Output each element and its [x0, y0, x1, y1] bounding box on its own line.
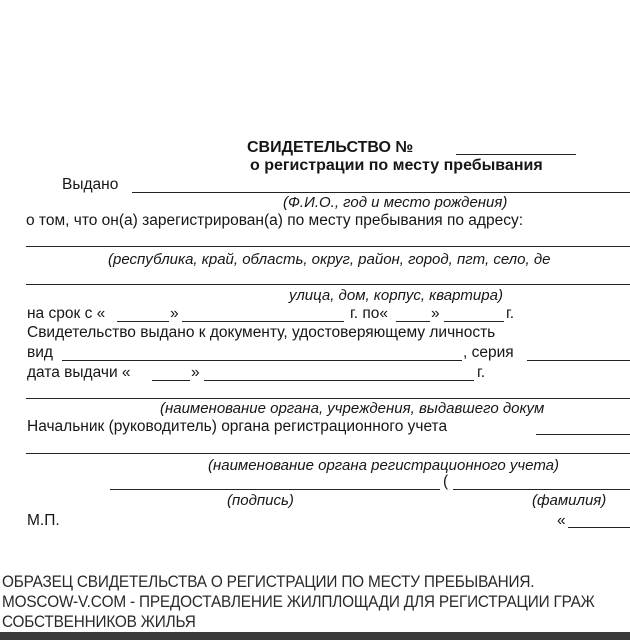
chief-label: Начальник (руководитель) органа регистрационного учета	[27, 418, 448, 435]
term-to-month-line	[444, 321, 504, 322]
caption-line-1: ОБРАЗЕЦ СВИДЕТЕЛЬСТВА О РЕГИСТРАЦИИ ПО МЕСТУ ПРЕБЫВАНИЯ.	[2, 573, 535, 591]
kind-label: вид	[27, 344, 53, 361]
bottom-strip	[0, 632, 630, 640]
caption-line-2: MOSCOW-V.COM - ПРЕДОСТАВЛЕНИЕ ЖИЛПЛОЩАДИ ДЛЯ РЕГИСТРАЦИИ ГРАЖ	[2, 593, 595, 611]
certificate-title: СВИДЕТЕЛЬСТВО №	[247, 139, 414, 156]
street-hint: улица, дом, корпус, квартира)	[289, 287, 503, 304]
certificate-number-line	[456, 154, 576, 155]
reg-org-hint: (наименование органа регистрационного учета)	[208, 457, 560, 474]
term-from-label: на срок с «	[27, 305, 106, 322]
issuing-org-hint: (наименование органа, учреждения, выдавшего докум	[160, 400, 545, 417]
term-from-day-line	[117, 321, 169, 322]
signature-hint: (подпись)	[227, 492, 294, 509]
date-quote: «	[557, 512, 566, 529]
surname-hint: (фамилия)	[532, 492, 607, 509]
issue-month-line	[204, 380, 474, 381]
fio-hint: (Ф.И.О., год и место рождения)	[283, 194, 508, 211]
issued-to-line	[132, 192, 630, 193]
surname-paren-open: (	[443, 473, 449, 490]
series-line	[527, 360, 630, 361]
caption-footer	[0, 573, 630, 640]
term-to-quote-close: »	[431, 305, 440, 322]
term-from-quote-close: »	[170, 305, 179, 322]
reg-org-line	[26, 453, 630, 454]
region-hint: (республика, край, область, округ, район, город, пгт, село, де	[108, 251, 551, 268]
term-from-month-line	[182, 321, 344, 322]
issue-day-line	[152, 380, 190, 381]
signature-line	[110, 489, 440, 490]
chief-line	[536, 434, 630, 435]
registered-text: о том, что он(а) зарегистрирован(а) по месту пребывания по адресу:	[26, 212, 524, 229]
issue-year: г.	[477, 364, 486, 381]
term-year-end: г.	[506, 305, 515, 322]
issued-to-label: Выдано	[62, 176, 119, 193]
series-label: , серия	[463, 344, 514, 361]
issued-doc-text: Свидетельство выдано к документу, удостоверяющему личность	[27, 324, 496, 341]
issue-date-label: дата выдачи «	[27, 364, 131, 381]
address-line-2	[26, 284, 630, 285]
caption-line-3: СОБСТВЕННИКОВ ЖИЛЬЯ	[2, 613, 196, 631]
kind-line	[62, 360, 462, 361]
surname-line	[453, 489, 630, 490]
address-line-1	[26, 246, 630, 247]
issue-quote-close: »	[191, 364, 200, 381]
certificate-subtitle: о регистрации по месту пребывания	[250, 157, 543, 174]
issuing-org-line	[26, 398, 630, 399]
year-to-label: г. по«	[350, 305, 389, 322]
seal-label: М.П.	[27, 512, 60, 529]
term-to-day-line	[396, 321, 430, 322]
date-line	[568, 527, 630, 528]
